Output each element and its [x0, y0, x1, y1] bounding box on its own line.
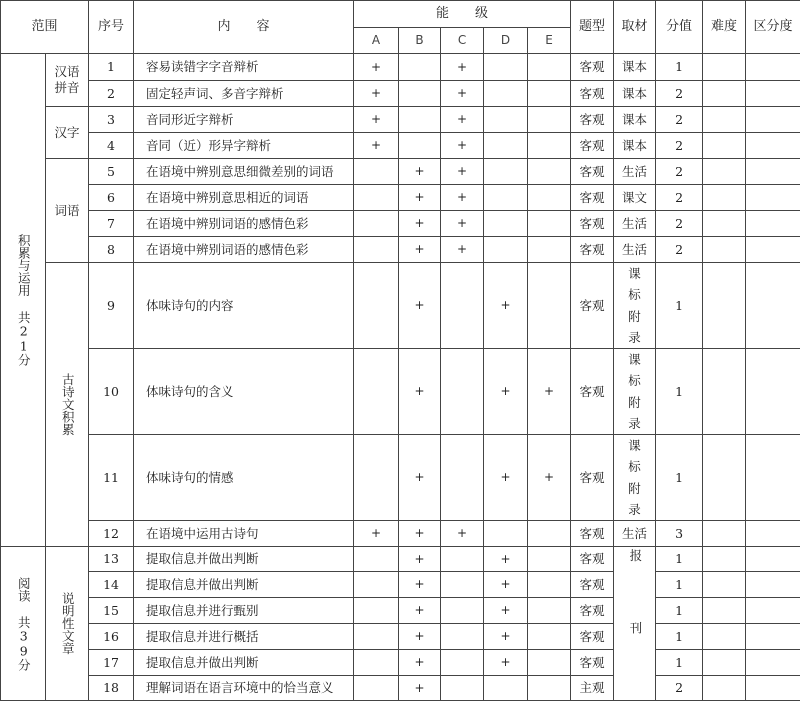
item-score: 2: [656, 676, 703, 701]
ability-c-cell: [441, 572, 484, 598]
item-number: 1: [89, 54, 134, 81]
item-difficulty: [703, 598, 746, 624]
header-scope: 范围: [1, 1, 89, 54]
table-row: [1, 598, 800, 624]
scope-subsection-line: 拼音: [46, 80, 88, 96]
ability-c-cell: +: [441, 54, 484, 81]
ability-d-cell: [484, 107, 528, 133]
ability-a-cell: [354, 159, 399, 185]
ability-a-cell: [354, 624, 399, 650]
ability-c-cell: +: [441, 159, 484, 185]
item-type: 客观: [571, 521, 614, 547]
item-discrimination: [746, 107, 800, 133]
ability-e-cell: [528, 572, 571, 598]
item-source: 课本: [614, 54, 656, 81]
ability-c-cell: [441, 547, 484, 572]
scope-section-line: 共39分: [17, 616, 30, 671]
item-number: 17: [89, 650, 134, 676]
ability-c-cell: +: [441, 211, 484, 237]
item-score: 1: [656, 263, 703, 349]
table-row: [1, 237, 800, 263]
ability-c-cell: [441, 676, 484, 701]
header-row-1: [1, 1, 800, 28]
item-difficulty: [703, 211, 746, 237]
item-score: 1: [656, 624, 703, 650]
ability-c-cell: +: [441, 237, 484, 263]
ability-a-cell: +: [354, 133, 399, 159]
ability-a-cell: [354, 676, 399, 701]
item-discrimination: [746, 521, 800, 547]
item-score: 2: [656, 107, 703, 133]
item-source: 课本: [614, 133, 656, 159]
header-content: 内 容: [134, 1, 354, 54]
level-e: E: [528, 28, 571, 54]
item-score: 3: [656, 521, 703, 547]
ability-c-cell: +: [441, 81, 484, 107]
item-score: 2: [656, 133, 703, 159]
item-content: 提取信息并做出判断: [134, 650, 354, 676]
ability-d-cell: +: [484, 349, 528, 435]
ability-e-cell: [528, 263, 571, 349]
scope-subsection-line: 汉语: [46, 64, 88, 80]
header-score: 分值: [656, 1, 703, 54]
item-source: 生活: [614, 211, 656, 237]
ability-a-cell: [354, 598, 399, 624]
item-content: 音同（近）形异字辩析: [134, 133, 354, 159]
item-type: 客观: [571, 159, 614, 185]
item-type: 客观: [571, 598, 614, 624]
ability-b-cell: +: [399, 237, 441, 263]
table-row: [1, 185, 800, 211]
ability-d-cell: +: [484, 547, 528, 572]
item-difficulty: [703, 435, 746, 521]
item-source: 课标附录: [614, 349, 656, 435]
ability-b-cell: [399, 133, 441, 159]
ability-e-cell: [528, 159, 571, 185]
table-row: [1, 133, 800, 159]
ability-d-cell: [484, 54, 528, 81]
ability-a-cell: [354, 572, 399, 598]
item-difficulty: [703, 521, 746, 547]
level-d: D: [484, 28, 528, 54]
scope-section-line: 阅读: [17, 577, 30, 602]
item-content: 提取信息并进行概括: [134, 624, 354, 650]
scope-subsection-line: 古诗文积累: [61, 373, 74, 436]
ability-b-cell: +: [399, 521, 441, 547]
ability-a-cell: [354, 263, 399, 349]
item-discrimination: [746, 650, 800, 676]
item-source: 课本: [614, 107, 656, 133]
item-difficulty: [703, 54, 746, 81]
scope-subsection: [46, 547, 89, 701]
ability-d-cell: [484, 81, 528, 107]
ability-d-cell: +: [484, 435, 528, 521]
scope-subsection-text: [46, 592, 88, 655]
item-discrimination: [746, 211, 800, 237]
item-number: 9: [89, 263, 134, 349]
ability-c-cell: +: [441, 185, 484, 211]
item-content: 音同形近字辩析: [134, 107, 354, 133]
header-type: 题型: [571, 1, 614, 54]
item-type: 客观: [571, 650, 614, 676]
item-difficulty: [703, 185, 746, 211]
item-score: 2: [656, 185, 703, 211]
level-b: B: [399, 28, 441, 54]
ability-b-cell: [399, 54, 441, 81]
item-discrimination: [746, 263, 800, 349]
item-difficulty: [703, 547, 746, 572]
ability-a-cell: [354, 185, 399, 211]
item-score: 2: [656, 237, 703, 263]
item-number: 14: [89, 572, 134, 598]
ability-e-cell: [528, 521, 571, 547]
ability-a-cell: +: [354, 81, 399, 107]
item-difficulty: [703, 107, 746, 133]
ability-c-cell: [441, 349, 484, 435]
ability-d-cell: +: [484, 650, 528, 676]
scope-subsection-line: 说明性文章: [61, 592, 74, 655]
item-type: 客观: [571, 81, 614, 107]
ability-d-cell: +: [484, 624, 528, 650]
item-number: 15: [89, 598, 134, 624]
ability-c-cell: [441, 263, 484, 349]
ability-d-cell: [484, 159, 528, 185]
ability-e-cell: [528, 211, 571, 237]
item-difficulty: [703, 676, 746, 701]
item-content: 容易读错字字音辩析: [134, 54, 354, 81]
scope-subsection: [46, 54, 89, 107]
item-discrimination: [746, 81, 800, 107]
scope-section-text: [1, 577, 45, 671]
ability-e-cell: [528, 185, 571, 211]
item-number: 8: [89, 237, 134, 263]
item-type: 客观: [571, 349, 614, 435]
scope-subsection-line: 汉字: [46, 125, 88, 141]
ability-e-cell: +: [528, 435, 571, 521]
ability-e-cell: [528, 133, 571, 159]
item-score: 1: [656, 435, 703, 521]
ability-c-cell: +: [441, 521, 484, 547]
item-number: 12: [89, 521, 134, 547]
table-row: [1, 81, 800, 107]
item-content: 在语境中运用古诗句: [134, 521, 354, 547]
item-source: 生活: [614, 159, 656, 185]
item-difficulty: [703, 263, 746, 349]
item-content: 体味诗句的内容: [134, 263, 354, 349]
ability-b-cell: +: [399, 650, 441, 676]
item-type: 客观: [571, 133, 614, 159]
ability-d-cell: [484, 133, 528, 159]
ability-e-cell: [528, 54, 571, 81]
item-type: 客观: [571, 435, 614, 521]
ability-b-cell: +: [399, 572, 441, 598]
table-row: [1, 650, 800, 676]
header-number: 序号: [89, 1, 134, 54]
ability-d-cell: [484, 676, 528, 701]
item-content: 提取信息并做出判断: [134, 572, 354, 598]
table-row: [1, 349, 800, 435]
scope-subsection-line: 词语: [46, 203, 88, 219]
table-row: [1, 676, 800, 701]
ability-d-cell: [484, 521, 528, 547]
item-content: 体味诗句的情感: [134, 435, 354, 521]
ability-b-cell: +: [399, 349, 441, 435]
item-content: 体味诗句的含义: [134, 349, 354, 435]
ability-d-cell: +: [484, 263, 528, 349]
ability-b-cell: +: [399, 676, 441, 701]
item-discrimination: [746, 624, 800, 650]
item-number: 2: [89, 81, 134, 107]
ability-d-cell: +: [484, 598, 528, 624]
item-difficulty: [703, 572, 746, 598]
ability-b-cell: [399, 81, 441, 107]
ability-b-cell: +: [399, 263, 441, 349]
scope-section-line: 积累与运用: [17, 234, 30, 297]
ability-b-cell: +: [399, 435, 441, 521]
table-row: [1, 572, 800, 598]
ability-a-cell: +: [354, 107, 399, 133]
item-number: 18: [89, 676, 134, 701]
ability-b-cell: +: [399, 185, 441, 211]
item-score: 2: [656, 81, 703, 107]
item-type: 客观: [571, 547, 614, 572]
ability-e-cell: [528, 676, 571, 701]
item-type: 客观: [571, 572, 614, 598]
item-source: 课标附录: [614, 263, 656, 349]
table-row: [1, 54, 800, 81]
ability-a-cell: [354, 211, 399, 237]
item-difficulty: [703, 81, 746, 107]
item-source-merged-text: 报刊: [628, 549, 641, 694]
scope-section-text: [1, 234, 45, 366]
ability-a-cell: +: [354, 54, 399, 81]
scope-subsection-text: [46, 373, 88, 436]
ability-c-cell: [441, 650, 484, 676]
item-type: 客观: [571, 107, 614, 133]
item-number: 10: [89, 349, 134, 435]
item-type: 客观: [571, 237, 614, 263]
item-number: 5: [89, 159, 134, 185]
header-source: 取材: [614, 1, 656, 54]
ability-a-cell: [354, 650, 399, 676]
table-row: [1, 547, 800, 572]
ability-a-cell: [354, 237, 399, 263]
ability-c-cell: [441, 624, 484, 650]
ability-b-cell: +: [399, 624, 441, 650]
ability-a-cell: +: [354, 521, 399, 547]
item-type: 主观: [571, 676, 614, 701]
ability-e-cell: [528, 81, 571, 107]
item-discrimination: [746, 159, 800, 185]
ability-e-cell: [528, 237, 571, 263]
header-discrimination: 区分度: [746, 1, 800, 54]
header-ability: 能 级: [354, 1, 571, 28]
item-discrimination: [746, 349, 800, 435]
table-row: [1, 107, 800, 133]
item-content: 固定轻声词、多音字辩析: [134, 81, 354, 107]
item-discrimination: [746, 547, 800, 572]
level-a: A: [354, 28, 399, 54]
item-source-merged: [614, 547, 656, 701]
item-discrimination: [746, 185, 800, 211]
ability-d-cell: +: [484, 572, 528, 598]
item-difficulty: [703, 133, 746, 159]
ability-e-cell: [528, 547, 571, 572]
item-type: 客观: [571, 211, 614, 237]
ability-e-cell: [528, 650, 571, 676]
item-type: 客观: [571, 263, 614, 349]
item-score: 1: [656, 349, 703, 435]
scope-subsection: [46, 263, 89, 547]
item-score: 1: [656, 54, 703, 81]
ability-b-cell: +: [399, 547, 441, 572]
ability-e-cell: [528, 107, 571, 133]
scope-section: [1, 547, 46, 701]
item-difficulty: [703, 237, 746, 263]
item-number: 7: [89, 211, 134, 237]
item-number: 16: [89, 624, 134, 650]
ability-a-cell: [354, 547, 399, 572]
item-score: 1: [656, 547, 703, 572]
ability-a-cell: [354, 435, 399, 521]
item-discrimination: [746, 237, 800, 263]
item-score: 1: [656, 598, 703, 624]
table-row: [1, 159, 800, 185]
table-row: [1, 263, 800, 349]
ability-e-cell: [528, 624, 571, 650]
ability-b-cell: +: [399, 211, 441, 237]
item-source: 课标附录: [614, 435, 656, 521]
item-number: 4: [89, 133, 134, 159]
scope-subsection: [46, 159, 89, 263]
item-content: 理解词语在语言环境中的恰当意义: [134, 676, 354, 701]
ability-e-cell: +: [528, 349, 571, 435]
table-row: [1, 624, 800, 650]
item-content: 提取信息并进行甄别: [134, 598, 354, 624]
ability-c-cell: [441, 435, 484, 521]
item-difficulty: [703, 624, 746, 650]
ability-c-cell: [441, 598, 484, 624]
ability-c-cell: +: [441, 133, 484, 159]
table-row: [1, 211, 800, 237]
item-difficulty: [703, 159, 746, 185]
ability-c-cell: +: [441, 107, 484, 133]
item-type: 客观: [571, 54, 614, 81]
item-content: 在语境中辨别词语的感情色彩: [134, 237, 354, 263]
item-score: 2: [656, 211, 703, 237]
ability-b-cell: [399, 107, 441, 133]
item-content: 在语境中辨别意思细微差别的词语: [134, 159, 354, 185]
item-content: 在语境中辨别意思相近的词语: [134, 185, 354, 211]
item-number: 13: [89, 547, 134, 572]
item-discrimination: [746, 676, 800, 701]
ability-b-cell: +: [399, 598, 441, 624]
level-c: C: [441, 28, 484, 54]
ability-d-cell: [484, 185, 528, 211]
item-source: 课本: [614, 81, 656, 107]
item-score: 1: [656, 572, 703, 598]
item-discrimination: [746, 572, 800, 598]
scope-subsection: [46, 107, 89, 159]
item-score: 1: [656, 650, 703, 676]
item-difficulty: [703, 349, 746, 435]
item-number: 3: [89, 107, 134, 133]
ability-b-cell: +: [399, 159, 441, 185]
item-content: 提取信息并做出判断: [134, 547, 354, 572]
item-source: 生活: [614, 237, 656, 263]
item-score: 2: [656, 159, 703, 185]
ability-d-cell: [484, 211, 528, 237]
header-difficulty: 难度: [703, 1, 746, 54]
item-source: 生活: [614, 521, 656, 547]
item-number: 6: [89, 185, 134, 211]
item-type: 客观: [571, 185, 614, 211]
item-type: 客观: [571, 624, 614, 650]
table-row: [1, 521, 800, 547]
scope-section: [1, 54, 46, 547]
scope-section-line: 共21分: [17, 311, 30, 366]
ability-d-cell: [484, 237, 528, 263]
item-discrimination: [746, 133, 800, 159]
item-content: 在语境中辨别词语的感情色彩: [134, 211, 354, 237]
item-discrimination: [746, 54, 800, 81]
item-difficulty: [703, 650, 746, 676]
ability-a-cell: [354, 349, 399, 435]
item-source: 课文: [614, 185, 656, 211]
ability-e-cell: [528, 598, 571, 624]
item-discrimination: [746, 435, 800, 521]
item-number: 11: [89, 435, 134, 521]
item-discrimination: [746, 598, 800, 624]
table-row: [1, 435, 800, 521]
